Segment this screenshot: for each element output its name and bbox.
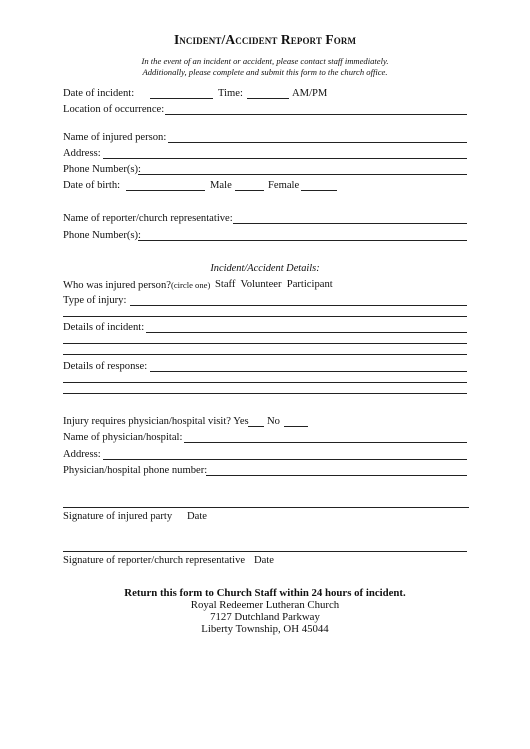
- form-title: Incident/Accident Report Form: [173, 32, 357, 47]
- reporter-signature-label: Signature of reporter/church representative: [63, 555, 246, 566]
- address-label: Address:: [63, 148, 101, 159]
- reporter-phone-label: Phone Number(s):: [63, 230, 141, 241]
- date-of-incident-label: Date of incident:: [63, 88, 135, 99]
- phone-field[interactable]: [138, 174, 467, 175]
- circle-one-note: (circle one): [170, 280, 211, 290]
- phone-label: Phone Number(s):: [63, 164, 141, 175]
- physician-address-field[interactable]: [103, 459, 467, 460]
- injured-signature-label: Signature of injured party: [63, 511, 173, 522]
- reporter-signature-date-label: Date: [254, 555, 274, 566]
- male-label: Male: [210, 180, 232, 191]
- physician-name-field[interactable]: [184, 442, 467, 443]
- female-label: Female: [268, 180, 300, 191]
- injured-signature-line[interactable]: [63, 507, 469, 508]
- details-incident-field[interactable]: [146, 332, 467, 333]
- type-of-injury-label: Type of injury:: [63, 295, 127, 306]
- details-incident-label: Details of incident:: [63, 322, 145, 333]
- reporter-name-field[interactable]: [233, 223, 467, 224]
- injured-name-label: Name of injured person:: [63, 132, 167, 143]
- dob-label: Date of birth:: [63, 180, 121, 191]
- details-response-line-3[interactable]: [63, 393, 467, 394]
- physician-visit-yes-field[interactable]: [248, 426, 264, 427]
- return-instruction: Return this form to Church Staff within 24 hours of incident.: [124, 587, 406, 599]
- dob-field[interactable]: [126, 190, 205, 191]
- reporter-phone-field[interactable]: [138, 240, 467, 241]
- physician-phone-field[interactable]: [206, 475, 467, 476]
- physician-address-label: Address:: [63, 449, 101, 460]
- location-field[interactable]: [165, 114, 467, 115]
- church-name: Royal Redeemer Lutheran Church: [190, 599, 340, 611]
- details-incident-line-3[interactable]: [63, 354, 467, 355]
- type-of-injury-field[interactable]: [130, 305, 467, 306]
- injured-role-options[interactable]: Staff Volunteer Participant: [215, 279, 333, 290]
- am-pm-label: AM/PM: [292, 88, 328, 99]
- time-label: Time:: [218, 88, 243, 99]
- details-response-label: Details of response:: [63, 361, 148, 372]
- female-field[interactable]: [301, 190, 337, 191]
- who-injured-question: [63, 279, 210, 292]
- time-field[interactable]: [247, 98, 289, 99]
- details-response-line-2[interactable]: [63, 382, 467, 383]
- injured-name-field[interactable]: [168, 142, 467, 143]
- date-of-incident-field[interactable]: [150, 98, 213, 99]
- physician-visit-no-label: No: [267, 416, 280, 427]
- male-field[interactable]: [235, 190, 264, 191]
- type-of-injury-line-2[interactable]: [63, 316, 467, 317]
- location-label: Location of occurrence:: [63, 104, 165, 115]
- reporter-name-label: Name of reporter/church representative:: [63, 213, 233, 224]
- physician-visit-no-field[interactable]: [284, 426, 308, 427]
- injured-signature-date-label: Date: [187, 511, 207, 522]
- details-response-field[interactable]: [150, 371, 467, 372]
- details-incident-line-2[interactable]: [63, 343, 467, 344]
- who-injured-label: Who was injured person?: [63, 280, 171, 291]
- physician-visit-question: Injury requires physician/hospital visit? Yes: [63, 416, 249, 427]
- reporter-signature-line[interactable]: [63, 551, 467, 552]
- church-street: 7127 Dutchland Parkway: [210, 611, 320, 623]
- intro-line-2: Additionally, please complete and submit this form to the church office.: [142, 67, 388, 77]
- address-field[interactable]: [103, 158, 467, 159]
- physician-name-label: Name of physician/hospital:: [63, 432, 183, 443]
- intro-line-1: In the event of an incident or accident, please contact staff immediately.: [141, 56, 389, 66]
- physician-phone-label: Physician/hospital phone number:: [63, 465, 208, 476]
- church-city: Liberty Township, OH 45044: [201, 623, 329, 635]
- details-heading: Incident/Accident Details:: [210, 263, 320, 274]
